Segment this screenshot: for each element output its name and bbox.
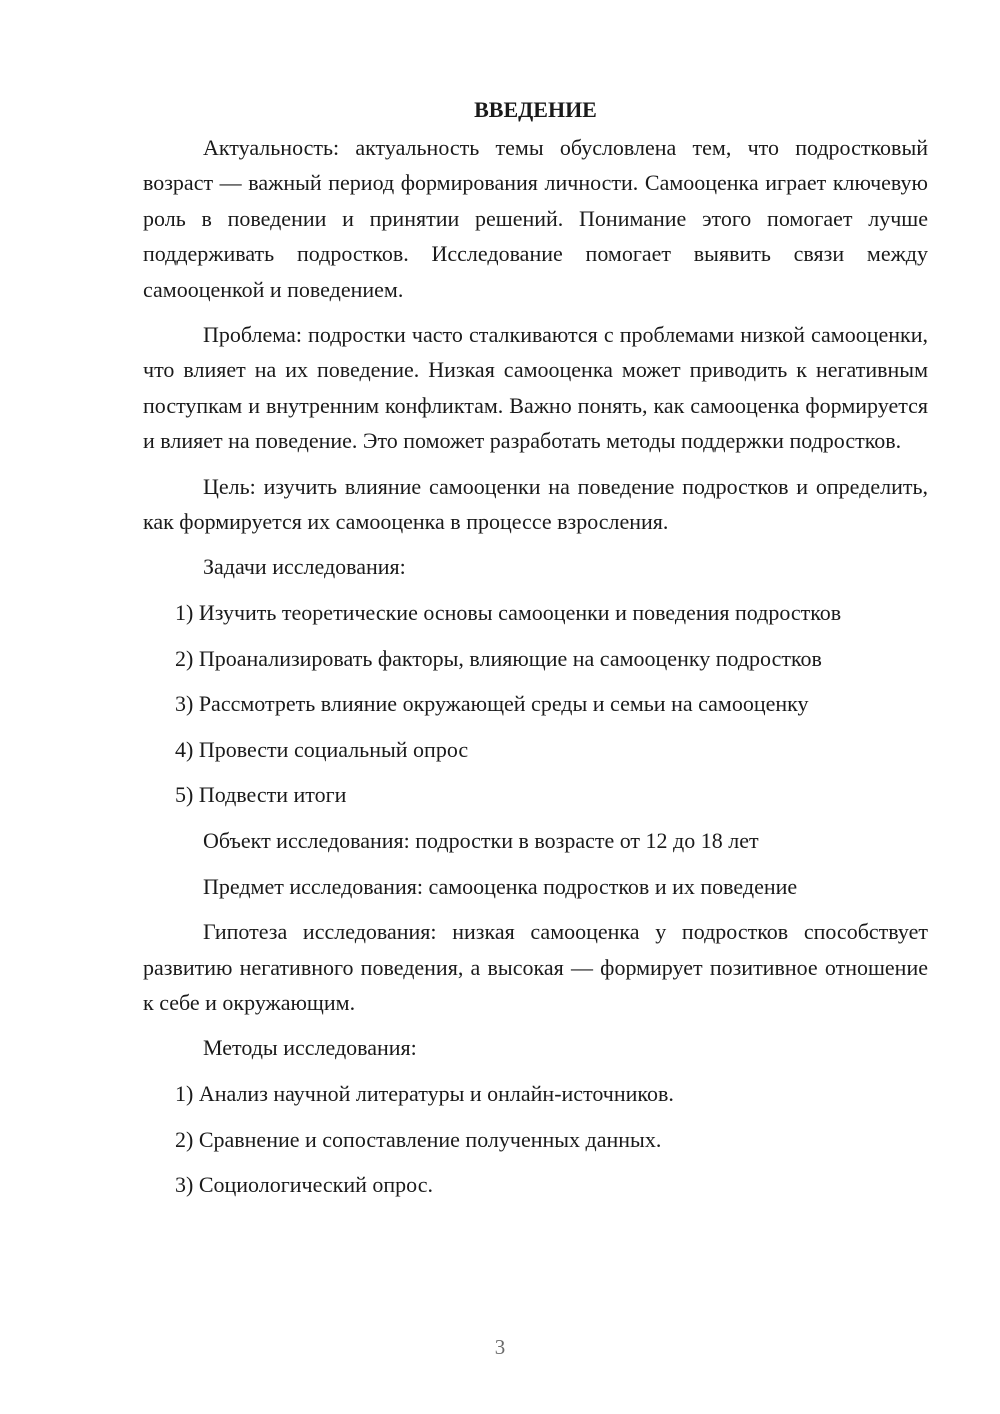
methods-heading: Методы исследования: [203, 1035, 417, 1061]
task-item: 5) Подвести итоги [175, 782, 347, 808]
relevance-paragraph: Актуальность: актуальность темы обусловлена тем, что подростковый возраст — важный период формирования личности. Самооценка играет ключевую роль в поведении и принятии решений. Понимание этого помогает лучше поддерживать подростков. Исследование помогает выявить связи между самооценкой и поведением. [143, 135, 928, 302]
task-item: 2) Проанализировать факторы, влияющие на самооценку подростков [175, 645, 822, 671]
task-item: 3) Рассмотреть влияние окружающей среды и семьи на самооценку [175, 691, 809, 717]
hypothesis-paragraph: Гипотеза исследования: низкая самооценка у подростков способствует развитию негативного поведения, а высокая — формирует позитивное отношение к себе и окружающим. [143, 919, 928, 1016]
task-item: 1) Изучить теоретические основы самооценки и поведения подростков [175, 600, 842, 626]
method-item: 3) Социологический опрос. [175, 1172, 433, 1198]
section-title: ВВЕДЕНИЕ [474, 97, 597, 122]
task-item: 4) Провести социальный опрос [175, 736, 469, 762]
goal-paragraph: Цель: изучить влияние самооценки на поведение подростков и определить, как формируется их самооценка в процессе взросления. [143, 473, 928, 535]
method-item: 1) Анализ научной литературы и онлайн-источников. [175, 1081, 674, 1107]
page-number: 3 [494, 1335, 506, 1359]
research-subject: Предмет исследования: самооценка подростков и их поведение [203, 873, 798, 899]
research-object: Объект исследования: подростки в возрасте от 12 до 18 лет [203, 828, 759, 854]
tasks-heading: Задачи исследования: [203, 554, 406, 580]
problem-paragraph: Проблема: подростки часто сталкиваются с проблемами низкой самооценки, что влияет на их поведение. Низкая самооценка может приводить к негативным поступкам и внутренним конфликтам. Важно понять, как самооценка формируется и влияет на поведение. Это поможет разработать методы поддержки подростков. [143, 322, 928, 454]
method-item: 2) Сравнение и сопоставление полученных данных. [175, 1126, 662, 1152]
document-page [143, 92, 928, 1213]
